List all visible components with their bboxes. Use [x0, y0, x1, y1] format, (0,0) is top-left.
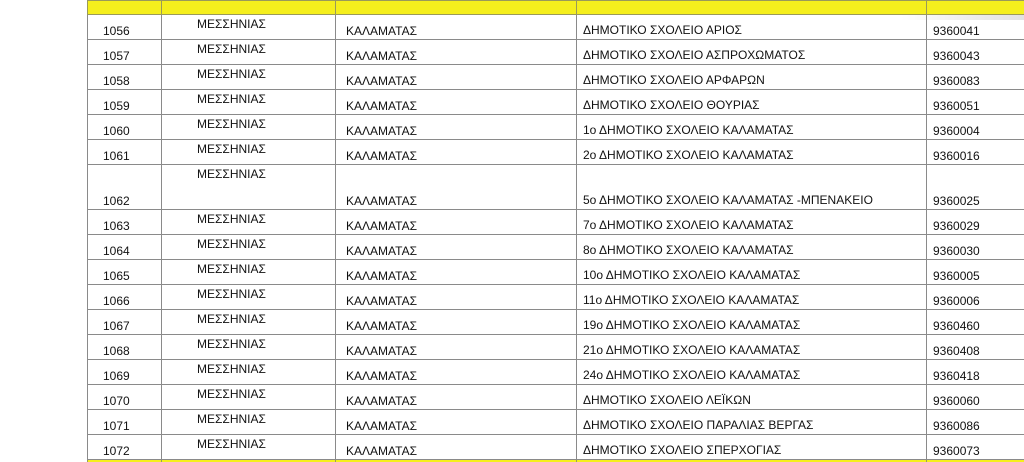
- table-row: [88, 140, 1024, 165]
- header-band-cell: [162, 1, 336, 15]
- schools-table: [87, 0, 1024, 462]
- school-code-cell: 9360086: [927, 410, 1024, 435]
- prefecture-cell: ΜΕΣΣΗΝΙΑΣ: [162, 90, 336, 115]
- table-row: [88, 310, 1024, 335]
- row-number-cell: 1070: [88, 385, 162, 410]
- row-number-cell: 1060: [88, 115, 162, 140]
- row-number-cell: 1065: [88, 260, 162, 285]
- row-number-cell: 1056: [88, 15, 162, 40]
- school-code-cell: 9360408: [927, 335, 1024, 360]
- school-name-cell: ΔΗΜΟΤΙΚΟ ΣΧΟΛΕΙΟ ΑΡΙΟΣ: [577, 15, 927, 40]
- municipality-cell: ΚΑΛΑΜΑΤΑΣ: [336, 210, 577, 235]
- municipality-cell: ΚΑΛΑΜΑΤΑΣ: [336, 140, 577, 165]
- row-number-cell: 1058: [88, 65, 162, 90]
- municipality-cell: ΚΑΛΑΜΑΤΑΣ: [336, 40, 577, 65]
- municipality-cell: ΚΑΛΑΜΑΤΑΣ: [336, 260, 577, 285]
- school-code-cell: 9360060: [927, 385, 1024, 410]
- school-code-cell: 9360051: [927, 90, 1024, 115]
- school-code-cell: 9360004: [927, 115, 1024, 140]
- municipality-cell: ΚΑΛΑΜΑΤΑΣ: [336, 385, 577, 410]
- row-number-cell: 1068: [88, 335, 162, 360]
- row-number-cell: 1063: [88, 210, 162, 235]
- municipality-cell: ΚΑΛΑΜΑΤΑΣ: [336, 235, 577, 260]
- table-row: [88, 410, 1024, 435]
- school-name-cell: ΔΗΜΟΤΙΚΟ ΣΧΟΛΕΙΟ ΑΣΠΡΟΧΩΜΑΤΟΣ: [577, 40, 927, 65]
- header-band-cell: [577, 1, 927, 15]
- school-name-cell: 11ο ΔΗΜΟΤΙΚΟ ΣΧΟΛΕΙΟ ΚΑΛΑΜΑΤΑΣ: [577, 285, 927, 310]
- municipality-cell: ΚΑΛΑΜΑΤΑΣ: [336, 410, 577, 435]
- municipality-cell: ΚΑΛΑΜΑΤΑΣ: [336, 115, 577, 140]
- school-name-cell: ΔΗΜΟΤΙΚΟ ΣΧΟΛΕΙΟ ΣΠΕΡΧΟΓΙΑΣ: [577, 435, 927, 460]
- row-number-cell: 1064: [88, 235, 162, 260]
- school-code-cell: 9360418: [927, 360, 1024, 385]
- table-row: [88, 210, 1024, 235]
- school-name-cell: 8ο ΔΗΜΟΤΙΚΟ ΣΧΟΛΕΙΟ ΚΑΛΑΜΑΤΑΣ: [577, 235, 927, 260]
- municipality-cell: ΚΑΛΑΜΑΤΑΣ: [336, 165, 577, 210]
- school-name-cell: 5ο ΔΗΜΟΤΙΚΟ ΣΧΟΛΕΙΟ ΚΑΛΑΜΑΤΑΣ -ΜΠΕΝΑΚΕΙΟ: [577, 165, 927, 210]
- table-row: [88, 435, 1024, 460]
- school-code-cell: 9360006: [927, 285, 1024, 310]
- table-row: [88, 115, 1024, 140]
- table-row: [88, 335, 1024, 360]
- school-code-cell: 9360005: [927, 260, 1024, 285]
- school-name-cell: ΔΗΜΟΤΙΚΟ ΣΧΟΛΕΙΟ ΠΑΡΑΛΙΑΣ ΒΕΡΓΑΣ: [577, 410, 927, 435]
- row-number-cell: 1061: [88, 140, 162, 165]
- municipality-cell: ΚΑΛΑΜΑΤΑΣ: [336, 435, 577, 460]
- prefecture-cell: ΜΕΣΣΗΝΙΑΣ: [162, 285, 336, 310]
- prefecture-cell: ΜΕΣΣΗΝΙΑΣ: [162, 15, 336, 40]
- school-name-cell: ΔΗΜΟΤΙΚΟ ΣΧΟΛΕΙΟ ΑΡΦΑΡΩΝ: [577, 65, 927, 90]
- prefecture-cell: ΜΕΣΣΗΝΙΑΣ: [162, 335, 336, 360]
- school-name-cell: 19ο ΔΗΜΟΤΙΚΟ ΣΧΟΛΕΙΟ ΚΑΛΑΜΑΤΑΣ: [577, 310, 927, 335]
- municipality-cell: ΚΑΛΑΜΑΤΑΣ: [336, 310, 577, 335]
- prefecture-cell: ΜΕΣΣΗΝΙΑΣ: [162, 385, 336, 410]
- prefecture-cell: ΜΕΣΣΗΝΙΑΣ: [162, 435, 336, 460]
- row-number-cell: 1059: [88, 90, 162, 115]
- table-row: [88, 90, 1024, 115]
- row-number-cell: 1057: [88, 40, 162, 65]
- school-code-cell: 9360043: [927, 40, 1024, 65]
- school-code-cell: 9360025: [927, 165, 1024, 210]
- table-row: [88, 40, 1024, 65]
- school-name-cell: 10ο ΔΗΜΟΤΙΚΟ ΣΧΟΛΕΙΟ ΚΑΛΑΜΑΤΑΣ: [577, 260, 927, 285]
- school-code-cell: 9360029: [927, 210, 1024, 235]
- table-row: [88, 360, 1024, 385]
- municipality-cell: ΚΑΛΑΜΑΤΑΣ: [336, 285, 577, 310]
- school-code-cell: 9360016: [927, 140, 1024, 165]
- row-number-cell: 1062: [88, 165, 162, 210]
- row-number-cell: 1066: [88, 285, 162, 310]
- school-name-cell: 24ο ΔΗΜΟΤΙΚΟ ΣΧΟΛΕΙΟ ΚΑΛΑΜΑΤΑΣ: [577, 360, 927, 385]
- prefecture-cell: ΜΕΣΣΗΝΙΑΣ: [162, 410, 336, 435]
- prefecture-cell: ΜΕΣΣΗΝΙΑΣ: [162, 115, 336, 140]
- header-band-cell: [88, 1, 162, 15]
- table-row: [88, 15, 1024, 40]
- prefecture-cell: ΜΕΣΣΗΝΙΑΣ: [162, 40, 336, 65]
- row-number-cell: 1071: [88, 410, 162, 435]
- prefecture-cell: ΜΕΣΣΗΝΙΑΣ: [162, 65, 336, 90]
- school-name-cell: 2ο ΔΗΜΟΤΙΚΟ ΣΧΟΛΕΙΟ ΚΑΛΑΜΑΤΑΣ: [577, 140, 927, 165]
- prefecture-cell: ΜΕΣΣΗΝΙΑΣ: [162, 260, 336, 285]
- school-name-cell: 7ο ΔΗΜΟΤΙΚΟ ΣΧΟΛΕΙΟ ΚΑΛΑΜΑΤΑΣ: [577, 210, 927, 235]
- table-row: [88, 260, 1024, 285]
- school-code-cell: 9360460: [927, 310, 1024, 335]
- row-number-cell: 1072: [88, 435, 162, 460]
- table-body: [88, 1, 1024, 462]
- table-row: [88, 385, 1024, 410]
- row-number-cell: 1067: [88, 310, 162, 335]
- school-name-cell: ΔΗΜΟΤΙΚΟ ΣΧΟΛΕΙΟ ΘΟΥΡΙΑΣ: [577, 90, 927, 115]
- school-code-cell: 9360073: [927, 435, 1024, 460]
- municipality-cell: ΚΑΛΑΜΑΤΑΣ: [336, 15, 577, 40]
- table-row: [88, 235, 1024, 260]
- school-name-cell: ΔΗΜΟΤΙΚΟ ΣΧΟΛΕΙΟ ΛΕΪΚΩΝ: [577, 385, 927, 410]
- prefecture-cell: ΜΕΣΣΗΝΙΑΣ: [162, 310, 336, 335]
- school-code-cell: 9360030: [927, 235, 1024, 260]
- prefecture-cell: ΜΕΣΣΗΝΙΑΣ: [162, 140, 336, 165]
- school-name-cell: 1ο ΔΗΜΟΤΙΚΟ ΣΧΟΛΕΙΟ ΚΑΛΑΜΑΤΑΣ: [577, 115, 927, 140]
- prefecture-cell: ΜΕΣΣΗΝΙΑΣ: [162, 235, 336, 260]
- prefecture-cell: ΜΕΣΣΗΝΙΑΣ: [162, 165, 336, 210]
- prefecture-cell: ΜΕΣΣΗΝΙΑΣ: [162, 210, 336, 235]
- header-band-cell: [927, 1, 1024, 15]
- municipality-cell: ΚΑΛΑΜΑΤΑΣ: [336, 360, 577, 385]
- table-row: [88, 65, 1024, 90]
- school-code-cell: 9360041: [927, 15, 1024, 40]
- table-row: [88, 165, 1024, 210]
- municipality-cell: ΚΑΛΑΜΑΤΑΣ: [336, 90, 577, 115]
- prefecture-cell: ΜΕΣΣΗΝΙΑΣ: [162, 360, 336, 385]
- municipality-cell: ΚΑΛΑΜΑΤΑΣ: [336, 65, 577, 90]
- municipality-cell: ΚΑΛΑΜΑΤΑΣ: [336, 335, 577, 360]
- header-band-cell: [336, 1, 577, 15]
- row-number-cell: 1069: [88, 360, 162, 385]
- school-name-cell: 21ο ΔΗΜΟΤΙΚΟ ΣΧΟΛΕΙΟ ΚΑΛΑΜΑΤΑΣ: [577, 335, 927, 360]
- table-row: [88, 285, 1024, 310]
- school-code-cell: 9360083: [927, 65, 1024, 90]
- table-header-band: [88, 1, 1024, 15]
